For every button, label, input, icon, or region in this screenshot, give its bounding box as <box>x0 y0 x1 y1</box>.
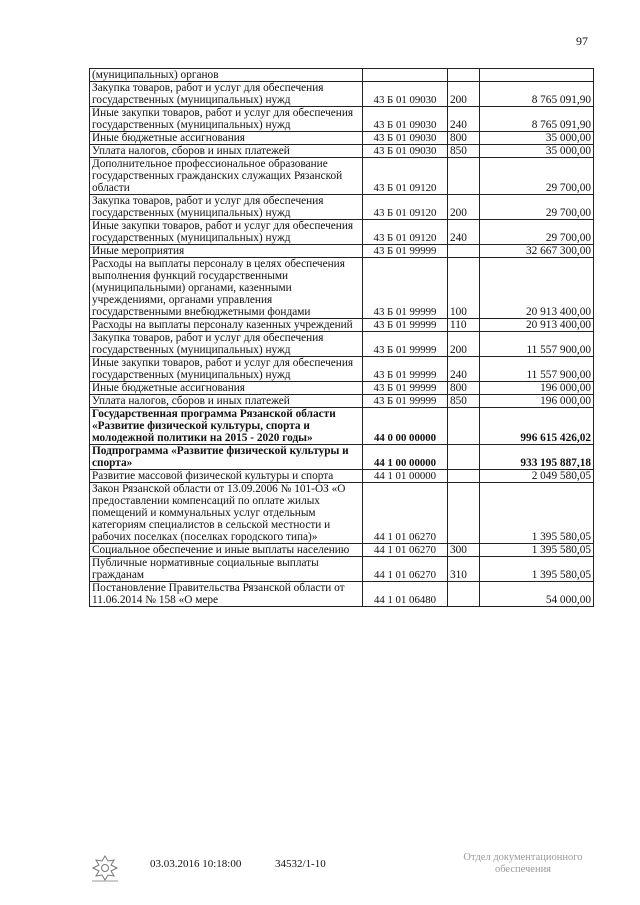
table-row <box>90 357 594 382</box>
row-code: 43 Б 01 09120 <box>363 195 448 220</box>
row-name: Публичные нормативные социальные выплаты гражданам <box>90 557 363 582</box>
row-name: Иные закупки товаров, работ и услуг для обеспечения государственных (муниципальных) нужд <box>90 357 363 382</box>
table-row <box>90 408 594 445</box>
row-code: 43 Б 01 09120 <box>363 158 448 195</box>
row-amount: 1 395 580,05 <box>480 544 594 557</box>
table-row <box>90 82 594 107</box>
row-name: Государственная программа Рязанской области «Развитие физической культуры, спорта и молодежной политики на 2015 - 2020 годы» <box>90 408 363 445</box>
row-amount: 933 195 887,18 <box>480 445 594 470</box>
table-row <box>90 470 594 483</box>
row-name: Расходы на выплаты персоналу казенных учреждений <box>90 319 363 332</box>
row-expense-type <box>448 408 480 445</box>
row-amount: 29 700,00 <box>480 158 594 195</box>
row-amount: 196 000,00 <box>480 395 594 408</box>
table-row <box>90 395 594 408</box>
row-amount: 32 667 300,00 <box>480 245 594 258</box>
row-name: Закупка товаров, работ и услуг для обеспечения государственных (муниципальных) нужд <box>90 195 363 220</box>
row-amount: 20 913 400,00 <box>480 258 594 319</box>
row-name: Уплата налогов, сборов и иных платежей <box>90 395 363 408</box>
row-code: 43 Б 01 99999 <box>363 332 448 357</box>
table-row <box>90 258 594 319</box>
row-expense-type: 100 <box>448 258 480 319</box>
row-code: 43 Б 01 09030 <box>363 107 448 132</box>
row-name: Закупка товаров, работ и услуг для обеспечения государственных (муниципальных) нужд <box>90 332 363 357</box>
row-amount: 29 700,00 <box>480 220 594 245</box>
row-expense-type <box>448 245 480 258</box>
table-row <box>90 245 594 258</box>
row-code: 44 1 01 06270 <box>363 544 448 557</box>
row-name: Иные бюджетные ассигнования <box>90 132 363 145</box>
row-expense-type: 300 <box>448 544 480 557</box>
row-expense-type: 310 <box>448 557 480 582</box>
row-expense-type: 200 <box>448 82 480 107</box>
row-name: Иные бюджетные ассигнования <box>90 382 363 395</box>
table-row <box>90 69 594 82</box>
row-name: Расходы на выплаты персоналу в целях обеспечения выполнения функций государственными (муниципальными) органами, казенными учреждениями, органами управления государственными внебюджетными фондами <box>90 258 363 319</box>
row-amount: 11 557 900,00 <box>480 332 594 357</box>
row-expense-type: 240 <box>448 107 480 132</box>
row-name: Иные закупки товаров, работ и услуг для обеспечения государственных (муниципальных) нужд <box>90 107 363 132</box>
row-code: 43 Б 01 09120 <box>363 220 448 245</box>
table-row <box>90 445 594 470</box>
row-code: 43 Б 01 09030 <box>363 82 448 107</box>
row-name: Социальное обеспечение и иные выплаты населению <box>90 544 363 557</box>
page-number: 97 <box>576 34 588 48</box>
table-row <box>90 544 594 557</box>
row-amount: 196 000,00 <box>480 382 594 395</box>
row-code: 44 1 01 06270 <box>363 557 448 582</box>
row-name: Иные закупки товаров, работ и услуг для обеспечения государственных (муниципальных) нужд <box>90 220 363 245</box>
row-expense-type <box>448 483 480 544</box>
row-name: Подпрограмма «Развитие физической культуры и спорта» <box>90 445 363 470</box>
row-code: 43 Б 01 09030 <box>363 145 448 158</box>
budget-table <box>89 68 594 607</box>
row-expense-type: 850 <box>448 145 480 158</box>
row-amount: 11 557 900,00 <box>480 357 594 382</box>
row-amount: 35 000,00 <box>480 145 594 158</box>
row-amount <box>480 69 594 82</box>
row-expense-type: 200 <box>448 195 480 220</box>
row-name: Дополнительное профессиональное образование государственных гражданских служащих Рязанской области <box>90 158 363 195</box>
row-code: 43 Б 01 99999 <box>363 395 448 408</box>
row-code: 43 Б 01 99999 <box>363 245 448 258</box>
table-row <box>90 582 594 607</box>
row-code: 44 1 01 06480 <box>363 582 448 607</box>
table-row <box>90 382 594 395</box>
coat-of-arms-icon <box>88 854 122 884</box>
row-expense-type: 240 <box>448 357 480 382</box>
row-name: Закупка товаров, работ и услуг для обеспечения государственных (муниципальных) нужд <box>90 82 363 107</box>
row-name: Уплата налогов, сборов и иных платежей <box>90 145 363 158</box>
row-code: 43 Б 01 99999 <box>363 258 448 319</box>
row-expense-type: 110 <box>448 319 480 332</box>
row-expense-type: 850 <box>448 395 480 408</box>
row-amount: 2 049 580,05 <box>480 470 594 483</box>
row-code: 44 1 00 00000 <box>363 445 448 470</box>
table-row <box>90 483 594 544</box>
row-expense-type: 240 <box>448 220 480 245</box>
row-expense-type: 800 <box>448 132 480 145</box>
row-code: 44 1 01 00000 <box>363 470 448 483</box>
table-row <box>90 145 594 158</box>
table-row <box>90 319 594 332</box>
table-row <box>90 107 594 132</box>
table-row <box>90 220 594 245</box>
row-name: Иные мероприятия <box>90 245 363 258</box>
footer-date: 03.03.2016 10:18:00 <box>150 858 242 870</box>
row-expense-type: 200 <box>448 332 480 357</box>
row-amount: 20 913 400,00 <box>480 319 594 332</box>
table-row <box>90 195 594 220</box>
row-code: 43 Б 01 09030 <box>363 132 448 145</box>
row-code: 43 Б 01 99999 <box>363 382 448 395</box>
row-name: Закон Рязанской области от 13.09.2006 № 101-ОЗ «О предоставлении компенсаций по оплате жилых помещений и коммунальных услуг отдельным категориям специалистов в сельской местности и рабочих поселках (поселках городского типа)» <box>90 483 363 544</box>
row-expense-type <box>448 69 480 82</box>
table-row <box>90 557 594 582</box>
footer-department: Отдел документационного обеспечения <box>463 852 583 875</box>
table-row <box>90 158 594 195</box>
row-amount: 996 615 426,02 <box>480 408 594 445</box>
row-expense-type <box>448 158 480 195</box>
table-row <box>90 332 594 357</box>
row-expense-type <box>448 470 480 483</box>
row-name: Развитие массовой физической культуры и спорта <box>90 470 363 483</box>
row-amount: 8 765 091,90 <box>480 107 594 132</box>
row-name: Постановление Правительства Рязанской области от 11.06.2014 № 158 «О мере <box>90 582 363 607</box>
budget-table-body <box>90 69 594 607</box>
row-name: (муниципальных) органов <box>90 69 363 82</box>
row-expense-type <box>448 582 480 607</box>
row-code: 44 1 01 06270 <box>363 483 448 544</box>
row-code: 43 Б 01 99999 <box>363 319 448 332</box>
row-amount: 29 700,00 <box>480 195 594 220</box>
row-code <box>363 69 448 82</box>
row-amount: 35 000,00 <box>480 132 594 145</box>
row-expense-type <box>448 445 480 470</box>
footer-reg-number: 34532/1-10 <box>275 858 326 870</box>
row-amount: 1 395 580,05 <box>480 557 594 582</box>
row-amount: 8 765 091,90 <box>480 82 594 107</box>
row-amount: 54 000,00 <box>480 582 594 607</box>
row-code: 43 Б 01 99999 <box>363 357 448 382</box>
row-amount: 1 395 580,05 <box>480 483 594 544</box>
row-code: 44 0 00 00000 <box>363 408 448 445</box>
table-row <box>90 132 594 145</box>
row-expense-type: 800 <box>448 382 480 395</box>
